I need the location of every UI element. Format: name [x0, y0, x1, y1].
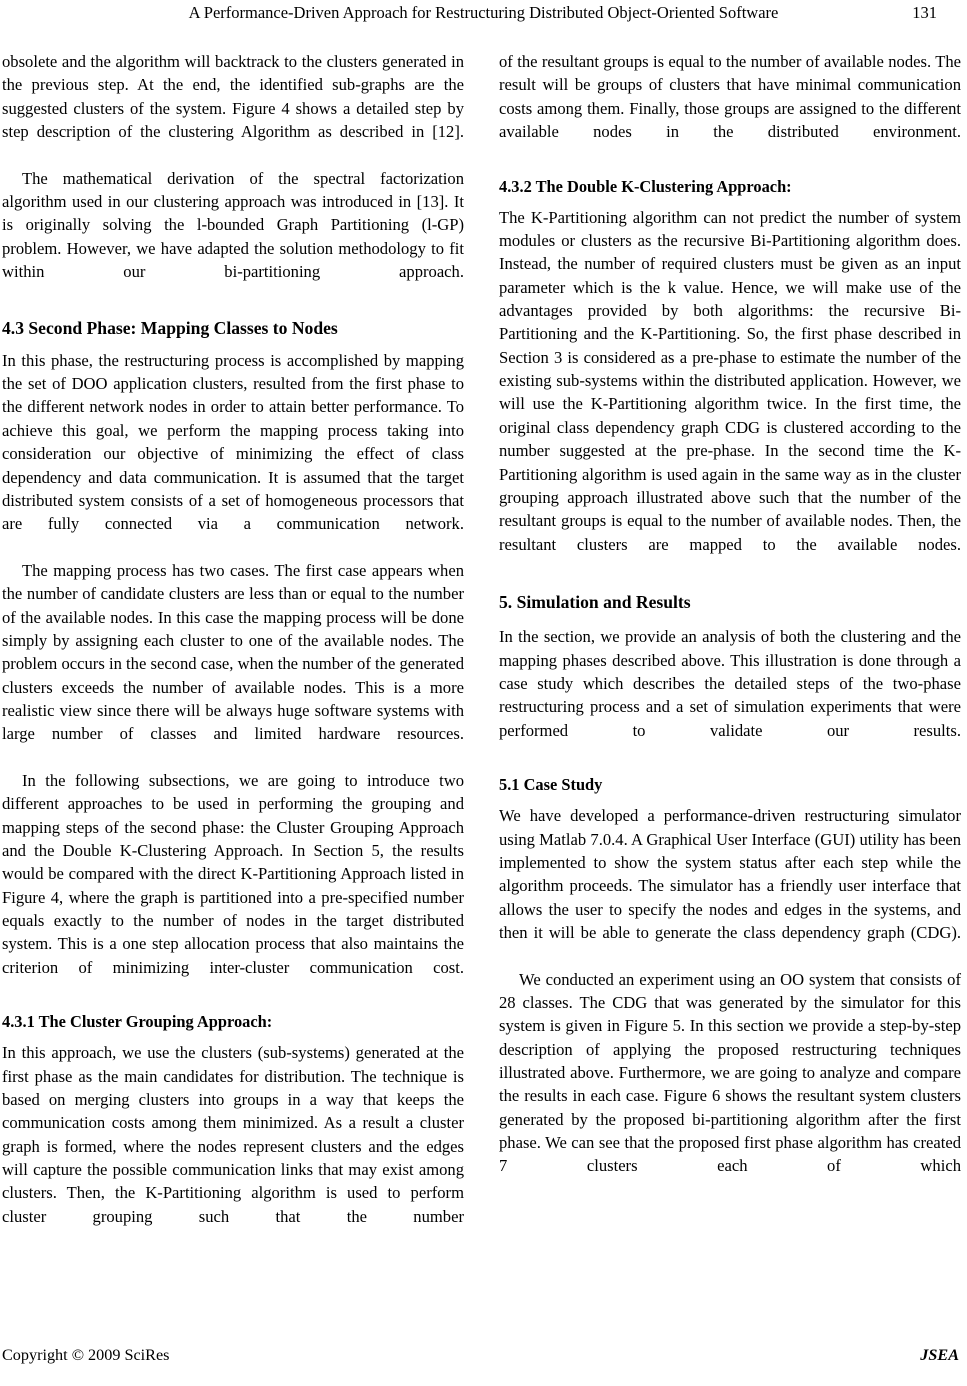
paragraph: The mathematical derivation of the spectral factorization algorithm used in our clustering approach was introduced in [13]. It is originally solving the l-bounded Graph Partitioning (l-GP) problem. However, we have adapted the solution methodology to fit within our bi-partitioning approach.	[2, 168, 464, 282]
section-heading-5: 5. Simulation and Results	[499, 592, 691, 613]
paragraph: of the resultant groups is equal to the number of available nodes. The result will be groups of clusters that have minimal communication costs among them. Finally, those groups are assigned to the different available nodes in the distributed environment.	[499, 52, 961, 142]
page-footer	[0, 1344, 967, 1368]
paragraph: In this phase, the restructuring process is accomplished by mapping the set of DOO application clusters, resulted from the first phase to the different network nodes in order to attain better performance. To achieve this goal, we perform the mapping process taking into consideration our objective of minimizing the effect of class dependency and data communication. It is assumed that the target distributed system consists of a set of homogeneous processors that are fully connected via a communication network.	[2, 350, 464, 534]
paragraph: obsolete and the algorithm will backtrack to the clusters generated in the previous step. At the end, the identified sub-graphs are the suggested clusters of the system. Figure 4 shows a detailed step by step description of the clustering Algorithm as described in [12].	[2, 52, 464, 142]
running-head	[0, 2, 967, 28]
section-heading-5-1: 5.1 Case Study	[499, 775, 603, 795]
page-number: 131	[912, 3, 937, 22]
paragraph: In the following subsections, we are going to introduce two different approaches to be used in performing the grouping and mapping steps of the second phase: the Cluster Grouping Approach and the Double K-Clustering Approach. In Section 5, the results would be compared with the direct K-Partitioning Approach listed in Figure 4, where the graph is partitioned into a pre-specified number equals exactly to the number of nodes in the target distributed system. This is a one step allocation process that also maintains the criterion of minimizing inter-cluster communication cost.	[2, 770, 464, 977]
section-heading-4-3: 4.3 Second Phase: Mapping Classes to Nodes	[2, 317, 338, 338]
paragraph: In the section, we provide an analysis of both the clustering and the mapping phases described above. This illustration is done through a case study which describes the detailed steps of the two-phase restructuring process and a set of simulation experiments that were performed to validate our results.	[499, 627, 961, 740]
running-head-title: A Performance-Driven Approach for Restructuring Distributed Object-Oriented Software	[188, 3, 779, 22]
journal-abbreviation: JSEA	[920, 1346, 959, 1364]
right-column	[499, 50, 961, 1300]
section-heading-4-3-1: 4.3.1 The Cluster Grouping Approach:	[2, 1012, 273, 1032]
copyright-notice: Copyright © 2009 SciRes	[2, 1346, 170, 1364]
paragraph: The mapping process has two cases. The first case appears when the number of candidate clusters are less than or equal to the number of the available nodes. In this case the mapping process will be done simply by assigning each cluster to one of the available nodes. The problem occurs in the second case, when the number of the generated clusters exceeds the number of available nodes. This is a more realistic view since there will be always huge software systems with large number of classes and limited hardware resources.	[2, 560, 464, 744]
body-columns	[0, 50, 967, 1300]
left-column	[2, 50, 464, 1300]
paragraph: We conducted an experiment using an OO system that consists of 28 classes. The CDG that was generated by the simulator for this system is given in Figure 5. In this section we provide a step-by-step description of applying the proposed restructuring techniques illustrated above. Furthermore, we are going to analyze and compare the results in each case. Figure 6 shows the resultant system clusters generated by the proposed bi-partitioning algorithm after the first phase. We can see that the proposed first phase algorithm has created 7 clusters each of which	[499, 969, 961, 1176]
section-heading-4-3-2: 4.3.2 The Double K-Clustering Approach:	[499, 176, 792, 196]
paragraph: In this approach, we use the clusters (sub-systems) generated at the first phase as the main candidates for distribution. The technique is based on merging clusters into groups in a way that keeps the communication costs among them minimized. As a result a cluster graph is formed, where the nodes represent clusters and the edges will capture the possible communication links that may exist among clusters. Then, the K-Partitioning algorithm is used to perform cluster grouping such that the number	[2, 1043, 464, 1226]
paragraph: The K-Partitioning algorithm can not predict the number of system modules or clusters as the recursive Bi-Partitioning algorithm does. Instead, the number of required clusters must be given as an input parameter which is the k value. Hence, we will make use of the advantages provided by both algorithms: the recursive Bi-Partitioning and the K-Partitioning. So, the first phase described in Section 3 is considered as a pre-phase to estimate the number of the existing sub-systems within the distributed application. However, we will use the K-Partitioning algorithm twice. In the first time, the original class dependency graph CDG is clustered according to the number suggested at the pre-phase. In the second time the K-Partitioning algorithm is used again in the same way as in the cluster grouping approach illustrated above such that the number of the resultant groups is equal to the number of available nodes. Then, the resultant clusters are mapped to the available nodes.	[499, 207, 961, 554]
paragraph: We have developed a performance-driven restructuring simulator using Matlab 7.0.4. A Graphical User Interface (GUI) utility has been implemented to show the system status after each step while the algorithm proceeds. The simulator has a friendly user interface that allows the user to specify the nodes and edges in the systems, and then it will be able to generate the class dependency graph (CDG).	[499, 806, 961, 942]
